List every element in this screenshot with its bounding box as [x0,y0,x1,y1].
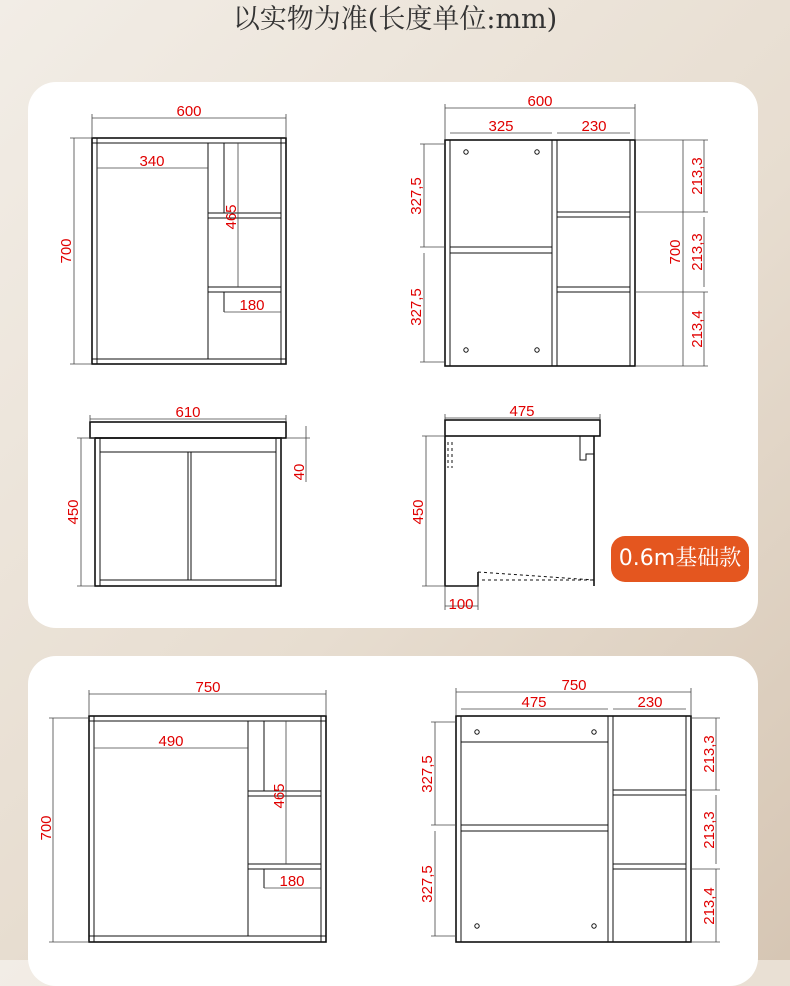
cabinet-outline-075 [89,716,326,942]
panel-075m [28,656,758,986]
dim-back-right-075: 230 [637,694,663,711]
dim-base-width: 610 [175,404,201,421]
dim-back-right-1: 213,3 [689,157,706,195]
dim-shelf-465: 465 [223,204,240,230]
front-view-075 [38,679,326,942]
dim-back-right-2-075: 213,3 [701,811,718,849]
dim-base-height: 450 [65,499,82,525]
back-view-075 [419,677,720,942]
dim-shelf-180-075: 180 [279,873,305,890]
dim-shelf-180: 180 [239,297,265,314]
dim-shelf-465-075: 465 [271,783,288,809]
dim-back-left-bottom: 327,5 [408,288,425,326]
panel-06m [28,82,758,628]
dim-back-right-2: 213,3 [689,233,706,271]
base-side-view [410,403,600,613]
dim-back-left-top: 327,5 [408,177,425,215]
dim-back-height: 700 [667,239,684,265]
dim-back-left: 325 [488,118,514,135]
side-hanger [580,436,594,460]
page-title: 以实物为准(长度单位:mm) [232,4,558,35]
base-front-view [65,404,310,586]
dim-back-right-3: 213,4 [689,310,706,348]
cabinet-outline [92,138,286,364]
dim-width-600: 600 [176,103,202,120]
dim-width-750: 750 [195,679,221,696]
dim-height-700-075: 700 [38,815,55,841]
dim-back-right: 230 [581,118,607,135]
dim-inner-490: 490 [158,733,184,750]
dim-side-height: 450 [410,499,427,525]
front-view-06 [58,103,286,364]
dim-back-left-top-075: 327,5 [419,755,436,793]
dim-side-toe: 100 [448,596,474,613]
dim-back-right-3-075: 213,4 [701,887,718,925]
dim-top-40: 40 [291,463,308,481]
dim-back-width-075: 750 [561,677,587,694]
dim-back-width: 600 [527,93,553,110]
dim-back-right-1-075: 213,3 [701,735,718,773]
dim-side-depth: 475 [509,403,535,420]
side-panel [445,436,478,586]
model-badge: 0.6m基础款 [611,536,749,582]
back-outline-075 [456,716,691,942]
dim-height-700: 700 [58,238,75,264]
panel-075m-drawings [28,656,758,986]
back-view-06 [408,93,708,366]
side-countertop [445,420,600,436]
dim-inner-340: 340 [139,153,165,170]
countertop [90,422,286,438]
dim-back-left-bottom-075: 327,5 [419,865,436,903]
dim-back-left-075: 475 [521,694,547,711]
